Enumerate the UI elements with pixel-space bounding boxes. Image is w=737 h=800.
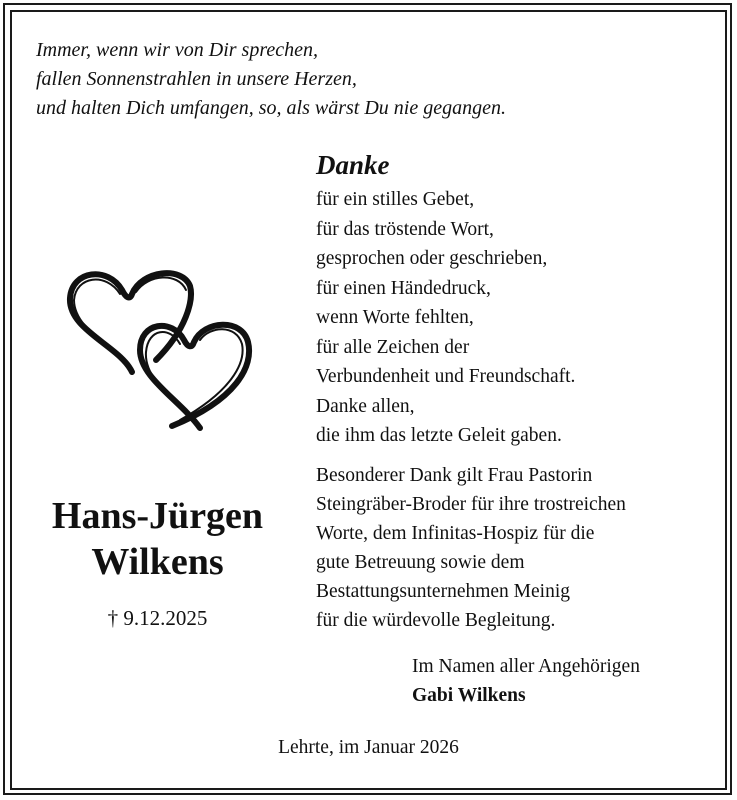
thanks-line: gesprochen oder geschrieben, [316,248,548,269]
death-date: † 9.12.2025 [107,606,208,630]
two-hearts-icon [60,260,260,435]
motto-line: fallen Sonnenstrahlen in unsere Herzen, [36,68,357,90]
thanks-line: für das tröstende Wort, [316,218,494,240]
signature-block [412,652,640,710]
motto-line: und halten Dich umfangen, so, als wärst Du nie gegangen. [36,97,506,119]
motto-verse [36,36,506,123]
special-thanks-line: gute Betreuung sowie dem [316,552,525,573]
thanks-line: für alle Zeichen der [316,336,470,358]
signature-intro: Im Namen aller Angehörigen [412,656,640,677]
thanks-line: für ein stilles Gebet, [316,189,475,210]
thanks-title: Danke [316,150,390,180]
thanks-text [316,185,575,451]
deceased-last-name: Wilkens [91,541,224,583]
deceased-first-name: Hans-Jürgen [51,495,264,537]
thanks-line: Danke allen, [316,395,415,417]
special-thanks-line: Worte, dem Infinitas-Hospiz für die [316,523,595,544]
signature-signer: Gabi Wilkens [412,685,526,706]
place-date: Lehrte, im Januar 2026 [278,737,459,758]
thanks-line: wenn Worte fehlten, [316,307,474,328]
thanks-line: Verbundenheit und Freundschaft. [316,366,576,387]
special-thanks-text [316,461,626,635]
special-thanks-line: Bestattungsunternehmen Meinig [316,581,570,602]
special-thanks-line: für die würdevolle Begleitung. [316,610,556,631]
special-thanks-line: Besonderer Dank gilt Frau Pastorin [316,465,593,486]
thanks-line: die ihm das letzte Geleit gaben. [316,425,562,446]
deceased-name [20,493,295,585]
special-thanks-line: Steingräber-Broder für ihre trostreichen [316,494,626,515]
motto-line: Immer, wenn wir von Dir sprechen, [36,39,319,61]
thanks-line: für einen Händedruck, [316,277,491,299]
